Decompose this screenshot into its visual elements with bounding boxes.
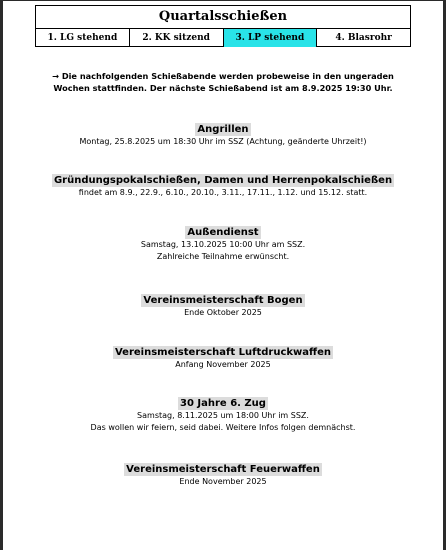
tab-blasrohr[interactable]: 4. Blasrohr [335, 33, 392, 43]
event-detail: Anfang November 2025 [175, 360, 271, 369]
intro-notice [0, 70, 446, 94]
tab-lp-stehend[interactable]: 3. LP stehend [224, 29, 318, 47]
intro-line-2: Wochen stattfinden. Der nächste Schießabend ist am 8.9.2025 19:30 Uhr. [53, 83, 393, 93]
event-30-jahre [0, 391, 446, 434]
event-title: Gründungspokalschießen, Damen und Herrenpokalschießen [53, 175, 393, 186]
event-title: Vereinsmeisterschaft Luftdruckwaffen [114, 347, 332, 358]
event-pokalschiessen [0, 168, 446, 199]
event-detail: Zahlreiche Teilnahme erwünscht. [156, 252, 290, 261]
event-detail: Ende Oktober 2025 [184, 308, 262, 317]
header-title: Quartalsschießen [36, 6, 410, 29]
event-aussendienst [0, 220, 446, 263]
event-detail: Das wollen wir feiern, seid dabei. Weitere Infos folgen demnächst. [90, 423, 356, 432]
header-table [35, 5, 411, 47]
event-title: Vereinsmeisterschaft Feuerwaffen [126, 464, 320, 475]
event-title: Vereinsmeisterschaft Bogen [143, 295, 303, 306]
event-detail: Samstag, 8.11.2025 um 18:00 Uhr im SSZ. [137, 411, 309, 420]
event-vm-feuerwaffen [0, 457, 446, 488]
event-vm-luftdruckwaffen [0, 340, 446, 371]
event-title: Angrillen [197, 124, 249, 135]
event-detail: findet am 8.9., 22.9., 6.10., 20.10., 3.11., 17.11., 1.12. und 15.12. statt. [78, 188, 368, 197]
intro-line-1: → Die nachfolgenden Schießabende werden probeweise in den ungeraden [52, 71, 394, 81]
event-angrillen [0, 117, 446, 148]
event-detail: Montag, 25.8.2025 um 18:30 Uhr im SSZ (Achtung, geänderte Uhrzeit!) [79, 137, 367, 146]
tab-kk-sitzend[interactable]: 2. KK sitzend [130, 29, 224, 47]
event-title: Außendienst [187, 227, 259, 238]
event-detail: Samstag, 13.10.2025 10:00 Uhr am SSZ. [140, 240, 306, 249]
event-vm-bogen [0, 288, 446, 319]
category-tabs [36, 29, 410, 47]
tab-lg-stehend[interactable]: 1. LG stehend [36, 29, 130, 47]
event-detail: Ende November 2025 [179, 477, 267, 486]
event-title: 30 Jahre 6. Zug [180, 398, 266, 409]
